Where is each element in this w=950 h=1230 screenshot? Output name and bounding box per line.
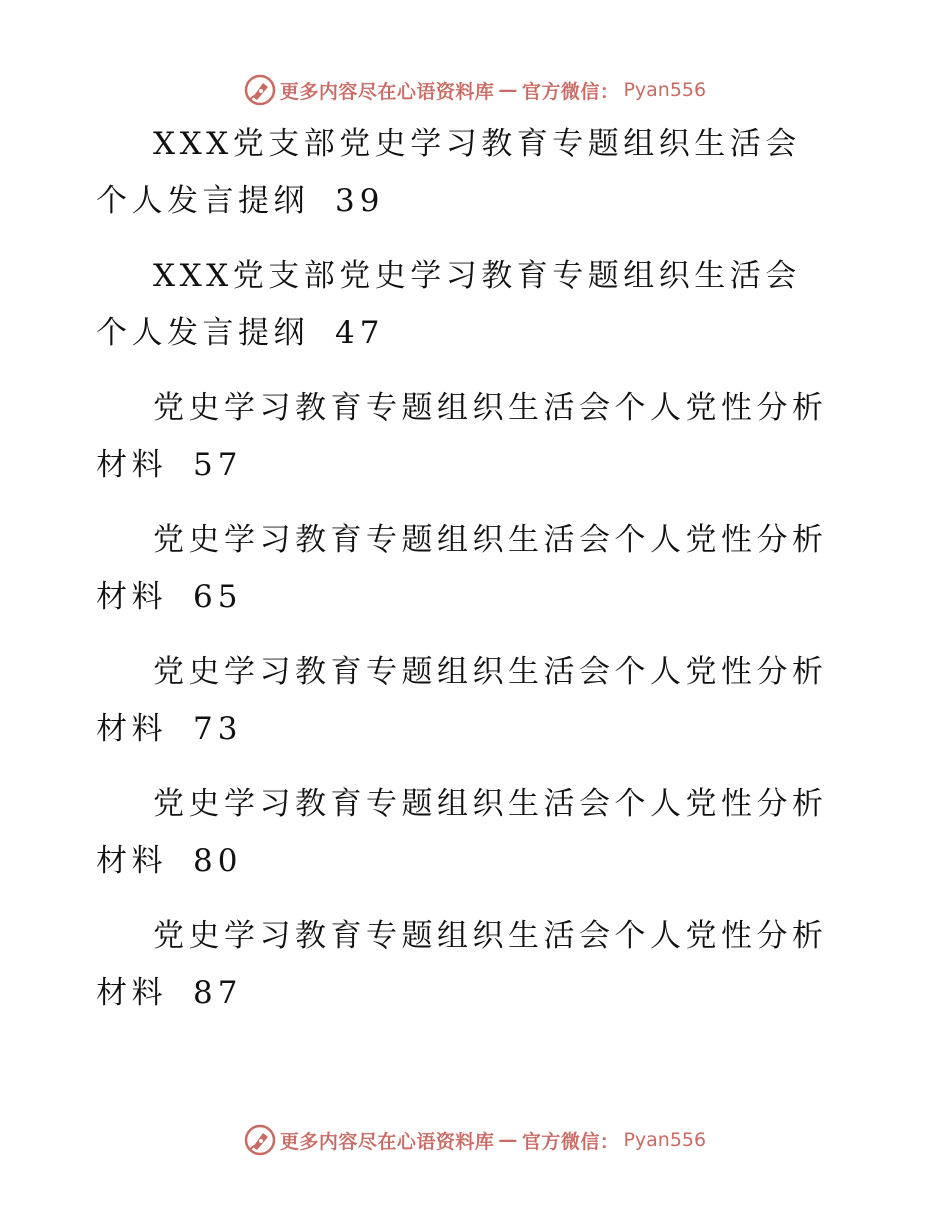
toc-entry-page: 80 [193, 843, 243, 879]
footer-wechat-id: Pyan556 [623, 1129, 707, 1151]
toc-entry[interactable] [96, 116, 836, 230]
header-wechat-id: Pyan556 [623, 79, 707, 101]
toc-entry[interactable] [96, 248, 836, 362]
toc-entry-title: XXX党支部党史学习教育专题组织生活会个人发言提纲 [96, 258, 801, 351]
toc-entry-page: 65 [193, 579, 243, 615]
pen-nib-logo-icon [244, 74, 276, 106]
table-of-contents [96, 116, 836, 1040]
toc-entry[interactable] [96, 776, 836, 890]
header-banner-content [244, 74, 706, 106]
toc-entry[interactable] [96, 380, 836, 494]
toc-entry[interactable] [96, 908, 836, 1022]
footer-banner [0, 1120, 950, 1160]
toc-entry-page: 47 [335, 315, 385, 351]
header-dash: — [498, 79, 518, 101]
toc-entry-page: 73 [193, 711, 243, 747]
footer-dash: — [498, 1129, 518, 1151]
toc-entry-title: 党史学习教育专题组织生活会个人党性分析材料 [96, 390, 828, 483]
pen-nib-logo-icon [244, 1124, 276, 1156]
toc-entry-title: 党史学习教育专题组织生活会个人党性分析材料 [96, 654, 828, 747]
footer-wechat-label: 官方微信： [521, 1130, 620, 1153]
toc-entry-title: 党史学习教育专题组织生活会个人党性分析材料 [96, 522, 828, 615]
toc-entry-title: XXX党支部党史学习教育专题组织生活会个人发言提纲 [96, 126, 801, 219]
toc-entry[interactable] [96, 644, 836, 758]
toc-entry[interactable] [96, 512, 836, 626]
footer-banner-content [244, 1124, 706, 1156]
header-banner [0, 70, 950, 110]
toc-entry-title: 党史学习教育专题组织生活会个人党性分析材料 [96, 918, 828, 1011]
toc-entry-page: 39 [335, 183, 385, 219]
footer-brand-text: 更多内容尽在心语资料库 [279, 1130, 495, 1153]
toc-entry-page: 87 [193, 975, 243, 1011]
toc-entry-title: 党史学习教育专题组织生活会个人党性分析材料 [96, 786, 828, 879]
toc-entry-page: 57 [193, 447, 243, 483]
header-wechat-label: 官方微信： [521, 80, 620, 103]
header-brand-text: 更多内容尽在心语资料库 [279, 80, 495, 103]
